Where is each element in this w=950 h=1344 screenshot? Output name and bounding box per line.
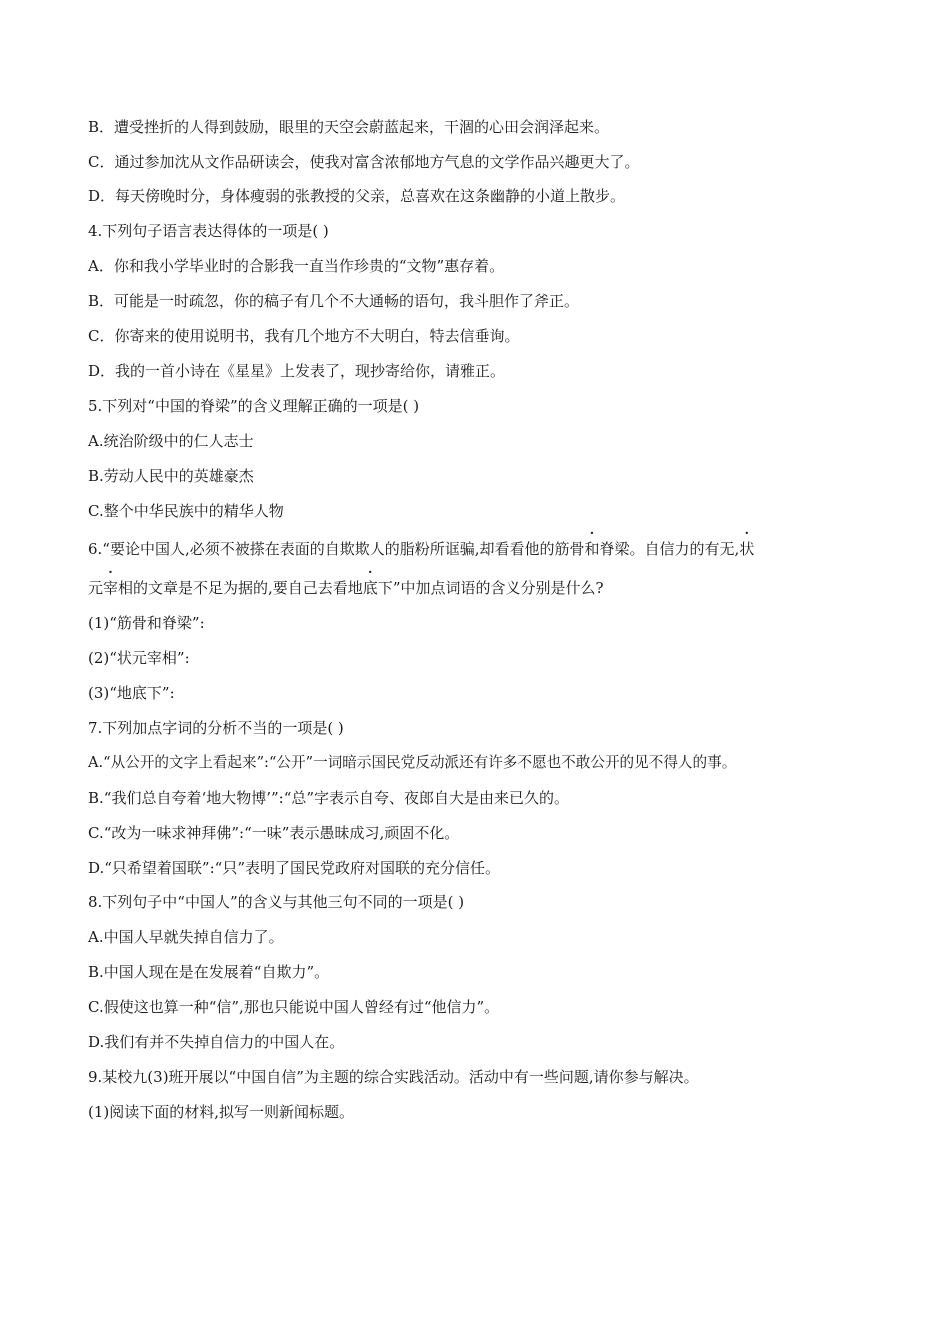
q3-option-d: D．每天傍晚时分，身体瘦弱的张教授的父亲，总喜欢在这条幽静的小道上散步。 — [88, 187, 626, 205]
dotted-word: 状 — [739, 540, 755, 558]
q6-sub-2: (2)“状元宰相”: — [88, 649, 190, 667]
q5-option-b: B.劳动人民中的英雄豪杰 — [88, 467, 254, 485]
q8-option-c: C.假使这也算一种“信”,那也只能说中国人曾经有过“他信力”。 — [88, 998, 500, 1016]
q6-stem-line2 — [88, 578, 604, 598]
q6-stem-line1 — [88, 539, 754, 559]
q4-option-c: C．你寄来的使用说明书，我有几个地方不大明白，特去信垂询。 — [88, 327, 520, 345]
q6-sub-1: (1)“筋骨和脊梁”: — [88, 614, 205, 632]
q4-option-a: A．你和我小学毕业时的合影我一直当作珍贵的“文物”惠存着。 — [88, 257, 505, 275]
q5-option-a: A.统治阶级中的仁人志士 — [88, 432, 254, 450]
q6-sub-3: (3)“地底下”: — [88, 684, 175, 702]
q7-stem: 7.下列加点字词的分析不当的一项是( ) — [88, 719, 344, 737]
q4-stem: 4.下列句子语言表达得体的一项是( ) — [88, 222, 329, 240]
q3-option-c: C．通过参加沈从文作品研读会，使我对富含浓郁地方气息的文学作品兴趣更大了。 — [88, 153, 640, 171]
q8-option-a: A.中国人早就失掉自信力了。 — [88, 928, 284, 946]
q8-option-d: D.我们有并不失掉自信力的中国人在。 — [88, 1033, 345, 1051]
q5-stem: 5.下列对“中国的脊梁”的含义理解正确的一项是( ) — [88, 397, 420, 415]
q6-text: 。自信力的有无, — [629, 540, 740, 558]
q7-option-a: A.“从公开的文字上看起来”:“公开”一词暗示国民党反动派还有许多不愿也不敢公开的见不得人的事。 — [88, 754, 737, 771]
dotted-word: · 筋骨和脊梁 — [555, 540, 630, 558]
q8-option-b: B.中国人现在是在发展着“自欺力”。 — [88, 963, 330, 981]
q4-option-d: D．我的一首小诗在《星星》上发表了，现抄寄给你，请雅正。 — [88, 362, 506, 380]
q7-option-b: B.“我们总自夸着‘地大物博’”:“总”字表示自夸、夜郎自大是由来已久的。 — [88, 789, 570, 807]
dotted-word: 地底下 — [347, 579, 393, 597]
q6-text: 6.“要论中国人,必须不被搽在表面的自欺欺人的脂粉所诓骗,却看看他的 — [88, 540, 555, 558]
dotted-word: 元宰相 — [88, 579, 134, 597]
q9-sub-1: (1)阅读下面的材料,拟写一则新闻标题。 — [88, 1103, 355, 1121]
q8-stem: 8.下列句子中“中国人”的含义与其他三句不同的一项是( ) — [88, 893, 465, 911]
q3-option-b: B．遭受挫折的人得到鼓励，眼里的天空会蔚蓝起来，干涸的心田会润泽起来。 — [88, 118, 610, 136]
q4-option-b: B．可能是一时疏忽，你的稿子有几个不大通畅的语句，我斗胆作了斧正。 — [88, 292, 580, 310]
q7-option-c: C.“改为一味求神拜佛”:“一味”表示愚昧成习,顽固不化。 — [88, 824, 460, 842]
q9-stem: 9.某校九(3)班开展以“中国自信”为主题的综合实践活动。活动中有一些问题,请你参与解决。 — [88, 1068, 699, 1086]
q7-option-d: D.“只希望着国联”:“只”表明了国民党政府对国联的充分信任。 — [88, 859, 500, 877]
q6-text: 的文章是不足为据的,要自己去看 — [133, 579, 348, 597]
q6-text: ”中加点词语的含义分别是什么? — [392, 579, 604, 597]
q5-option-c: C.整个中华民族中的精华人物 — [88, 502, 284, 520]
